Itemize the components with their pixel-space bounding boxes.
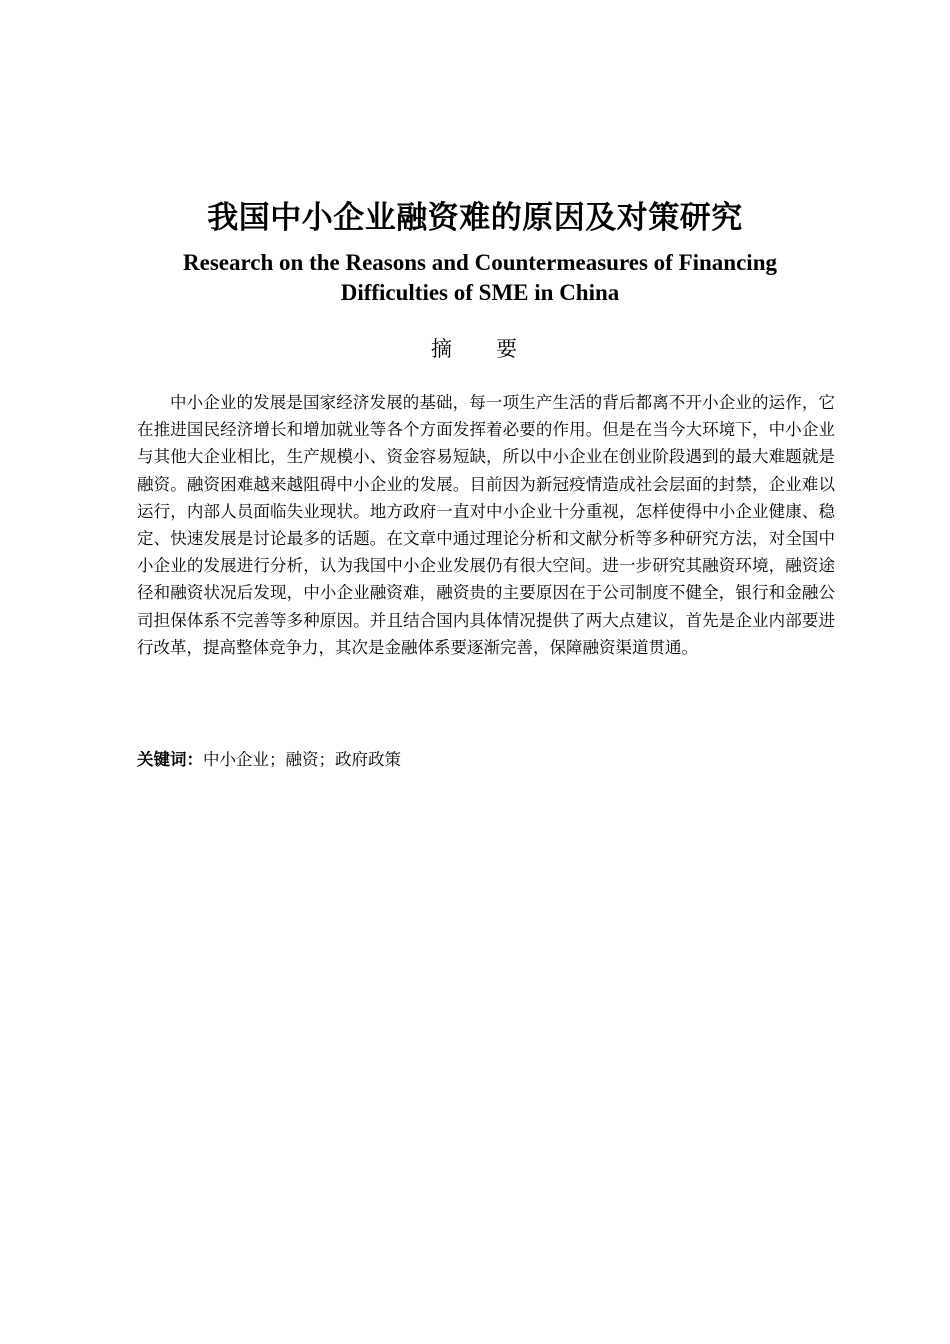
abstract-heading-first-char: 摘 — [431, 337, 454, 361]
keywords-value: 中小企业；融资；政府政策 — [203, 750, 401, 769]
keywords-label: 关键词： — [137, 750, 203, 769]
abstract-body: 中小企业的发展是国家经济发展的基础，每一项生产生活的背后都离不开小企业的运作，它在推进国民经济增长和增加就业等各个方面发挥着必要的作用。但是在当今大环境下，中小企业与其他大企业相比，生产规模小、资金容易短缺，所以中小企业在创业阶段遇到的最大难题就是融资。融资困难越来越阻碍中小企业的发展。目前因为新冠疫情造成社会层面的封禁，企业难以运行，内部人员面临失业现状。地方政府一直对中小企业十分重视，怎样使得中小企业健康、稳定、快速发展是讨论最多的话题。在文章中通过理论分析和文献分析等多种研究方法，对全国中小企业的发展进行分析，认为我国中小企业发展仍有很大空间。进一步研究其融资环境，融资途径和融资状况后发现，中小企业融资难，融资贵的主要原因在于公司制度不健全，银行和金融公司担保体系不完善等多种原因。并且结合国内具体情况提供了两大点建议，首先是企业内部要进行改革，提高整体竞争力，其次是金融体系要逐渐完善，保障融资渠道贯通。 — [137, 393, 835, 657]
abstract-heading — [0, 334, 950, 364]
english-title: Research on the Reasons and Countermeasures of Financing Difficulties of SME in China — [183, 250, 777, 305]
keywords-line — [137, 746, 835, 773]
chinese-title: 我国中小企业融资难的原因及对策研究 — [207, 200, 743, 236]
abstract-heading-second-char: 要 — [496, 337, 519, 361]
